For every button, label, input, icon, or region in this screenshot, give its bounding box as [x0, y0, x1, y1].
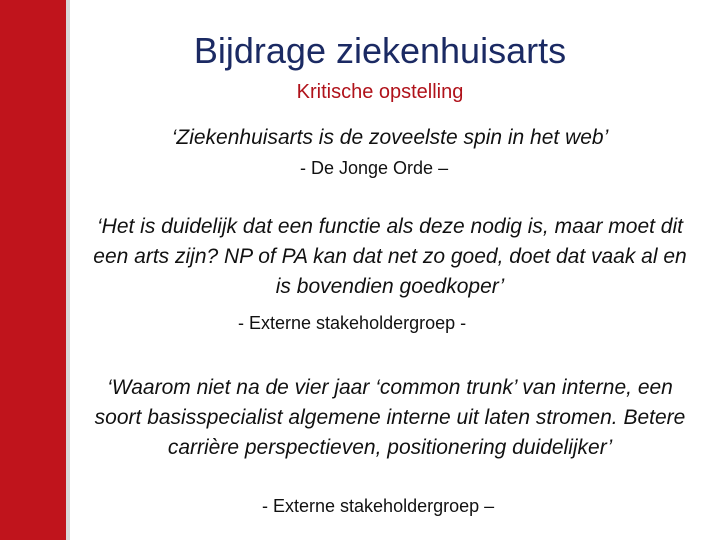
quote-source: - Externe stakeholdergroep -: [238, 313, 467, 333]
quote-text: ‘Waarom niet na de vier jaar ‘common trunk’ van interne, een soort basisspecialist algemene interne uit laten stromen. Betere carrière perspectieven, positionering duidelijker’: [94, 376, 686, 459]
quote-text: ‘Ziekenhuisarts is de zoveelste spin in het web’: [171, 126, 609, 149]
accent-side-bar: [0, 0, 70, 540]
slide-title: Bijdrage ziekenhuisarts: [193, 30, 567, 71]
quote-text: ‘Het is duidelijk dat een functie als deze nodig is, maar moet dit een arts zijn? NP of PA kan dat net zo goed, doet dat vaak al en is bovendien goedkoper’: [93, 215, 687, 298]
slide-subtitle: Kritische opstelling: [296, 81, 464, 103]
quote-source: - Externe stakeholdergroep –: [262, 496, 495, 516]
quote-source: - De Jonge Orde –: [300, 158, 449, 178]
